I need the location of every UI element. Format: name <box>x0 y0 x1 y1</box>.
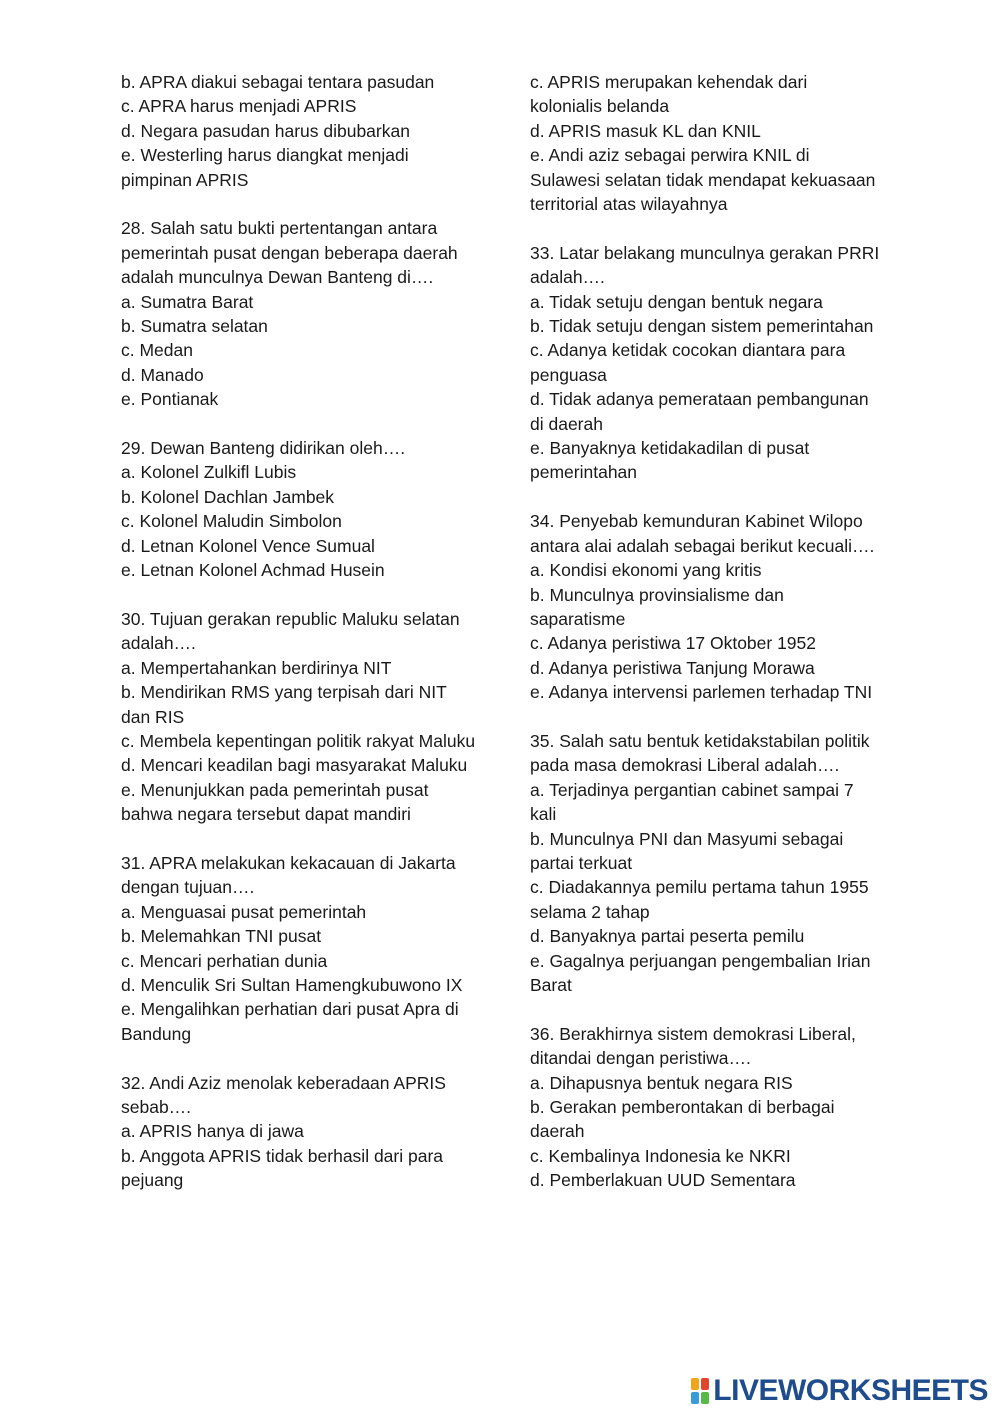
answer-option: c. Medan <box>121 340 193 361</box>
answer-option: c. Adanya peristiwa 17 Oktober 1952 <box>530 633 817 654</box>
answer-option: c. Kolonel Maludin Simbolon <box>121 511 342 532</box>
answer-option: c. Mencari perhatian dunia <box>121 950 328 971</box>
answer-option: d. Pemberlakuan UUD Sementara <box>530 1170 796 1191</box>
answer-option: e. Mengalihkan perhatian dari pusat Apra di Bandung <box>121 999 459 1044</box>
answer-option: a. Kolonel Zulkifl Lubis <box>121 462 297 483</box>
answer-option: c. APRA harus menjadi APRIS <box>121 96 357 117</box>
question-block <box>530 509 880 704</box>
answer-option: a. APRIS hanya di jawa <box>121 1121 304 1142</box>
answer-option: d. Mencari keadilan bagi masyarakat Maluku <box>121 755 468 776</box>
answer-option: a. Dihapusnya bentuk negara RIS <box>530 1072 793 1093</box>
answer-option: d. Banyaknya partai peserta pemilu <box>530 926 805 947</box>
answer-option: b. Mendirikan RMS yang terpisah dari NIT dan RIS <box>121 682 447 727</box>
question-text: 36. Berakhirnya sistem demokrasi Liberal, ditandai dengan peristiwa…. <box>530 1023 856 1069</box>
question-block <box>530 70 880 216</box>
answer-option: a. Kondisi ekonomi yang kritis <box>530 560 762 581</box>
answer-option: e. Letnan Kolonel Achmad Husein <box>121 560 385 581</box>
question-block <box>121 851 476 1046</box>
question-text: 31. APRA melakukan kekacauan di Jakarta dengan tujuan…. <box>121 852 456 898</box>
question-text: 30. Tujuan gerakan republic Maluku selatan adalah…. <box>121 608 460 654</box>
answer-option: a. Terjadinya pergantian cabinet sampai 7 kali <box>530 779 854 825</box>
answer-option: c. APRIS merupakan kehendak dari kolonialis belanda <box>530 72 808 117</box>
answer-option: c. Membela kepentingan politik rakyat Maluku <box>121 730 476 751</box>
question-text: 29. Dewan Banteng didirikan oleh…. <box>121 438 406 459</box>
question-block <box>121 70 476 192</box>
answer-option: e. Pontianak <box>121 389 219 410</box>
question-block <box>121 216 476 411</box>
answer-option: d. Letnan Kolonel Vence Sumual <box>121 535 375 556</box>
answer-option: b. Tidak setuju dengan sistem pemerintahan <box>530 316 874 337</box>
answer-option: e. Westerling harus diangkat menjadi pimpinan APRIS <box>121 145 409 190</box>
answer-option: c. Kembalinya Indonesia ke NKRI <box>530 1145 791 1166</box>
answer-option: b. Kolonel Dachlan Jambek <box>121 486 335 507</box>
answer-option: a. Sumatra Barat <box>121 291 254 312</box>
answer-option: e. Andi aziz sebagai perwira KNIL di Sulawesi selatan tidak mendapat kekuasaan territorial atas wilayahnya <box>530 145 876 215</box>
answer-option: e. Gagalnya perjuangan pengembalian Irian Barat <box>530 950 871 995</box>
question-block <box>121 607 476 827</box>
answer-option: a. Menguasai pusat pemerintah <box>121 901 367 922</box>
answer-option: b. Sumatra selatan <box>121 316 268 337</box>
answer-option: d. Manado <box>121 364 204 385</box>
question-block <box>121 436 476 582</box>
answer-option: b. Munculnya PNI dan Masyumi sebagai partai terkuat <box>530 828 844 873</box>
question-block <box>530 241 880 485</box>
brand-text: LIVEWORKSHEETS <box>713 1374 988 1407</box>
liveworksheets-logo-icon <box>691 1378 709 1404</box>
answer-option: b. Gerakan pemberontakan di berbagai daerah <box>530 1097 835 1142</box>
question-text: 28. Salah satu bukti pertentangan antara pemerintah pusat dengan beberapa daerah adalah munculnya Dewan Banteng di…. <box>121 218 458 288</box>
answer-option: d. Menculik Sri Sultan Hamengkubuwono IX <box>121 974 463 995</box>
answer-option: b. APRA diakui sebagai tentara pasudan <box>121 72 435 92</box>
question-text: 32. Andi Aziz menolak keberadaan APRIS sebab…. <box>121 1072 446 1117</box>
question-text: 33. Latar belakang munculnya gerakan PRRI adalah…. <box>530 242 880 288</box>
answer-option: d. Tidak adanya pemerataan pembangunan di daerah <box>530 389 869 434</box>
question-block <box>121 1071 476 1193</box>
liveworksheets-brand <box>691 1374 988 1408</box>
left-column <box>121 70 476 1217</box>
answer-option: b. Melemahkan TNI pusat <box>121 926 322 947</box>
answer-option: d. APRIS masuk KL dan KNIL <box>530 120 761 141</box>
question-block <box>530 729 880 997</box>
question-block <box>530 1022 880 1193</box>
answer-option: e. Banyaknya ketidakadilan di pusat pemerintahan <box>530 438 810 483</box>
answer-option: d. Adanya peristiwa Tanjung Morawa <box>530 657 815 678</box>
right-column <box>530 70 880 1217</box>
answer-option: c. Adanya ketidak cocokan diantara para penguasa <box>530 340 846 385</box>
answer-option: b. Anggota APRIS tidak berhasil dari para pejuang <box>121 1145 444 1191</box>
question-text: 35. Salah satu bentuk ketidakstabilan politik pada masa demokrasi Liberal adalah…. <box>530 730 870 776</box>
answer-option: d. Negara pasudan harus dibubarkan <box>121 120 410 141</box>
answer-option: e. Menunjukkan pada pemerintah pusat bahwa negara tersebut dapat mandiri <box>121 779 429 825</box>
answer-option: a. Mempertahankan berdirinya NIT <box>121 657 392 678</box>
answer-option: b. Munculnya provinsialisme dan saparatisme <box>530 584 784 629</box>
answer-option: e. Adanya intervensi parlemen terhadap TNI <box>530 682 873 703</box>
answer-option: c. Diadakannya pemilu pertama tahun 1955 selama 2 tahap <box>530 877 869 922</box>
question-text: 34. Penyebab kemunduran Kabinet Wilopo antara alai adalah sebagai berikut kecuali…. <box>530 511 875 556</box>
answer-option: a. Tidak setuju dengan bentuk negara <box>530 291 823 312</box>
